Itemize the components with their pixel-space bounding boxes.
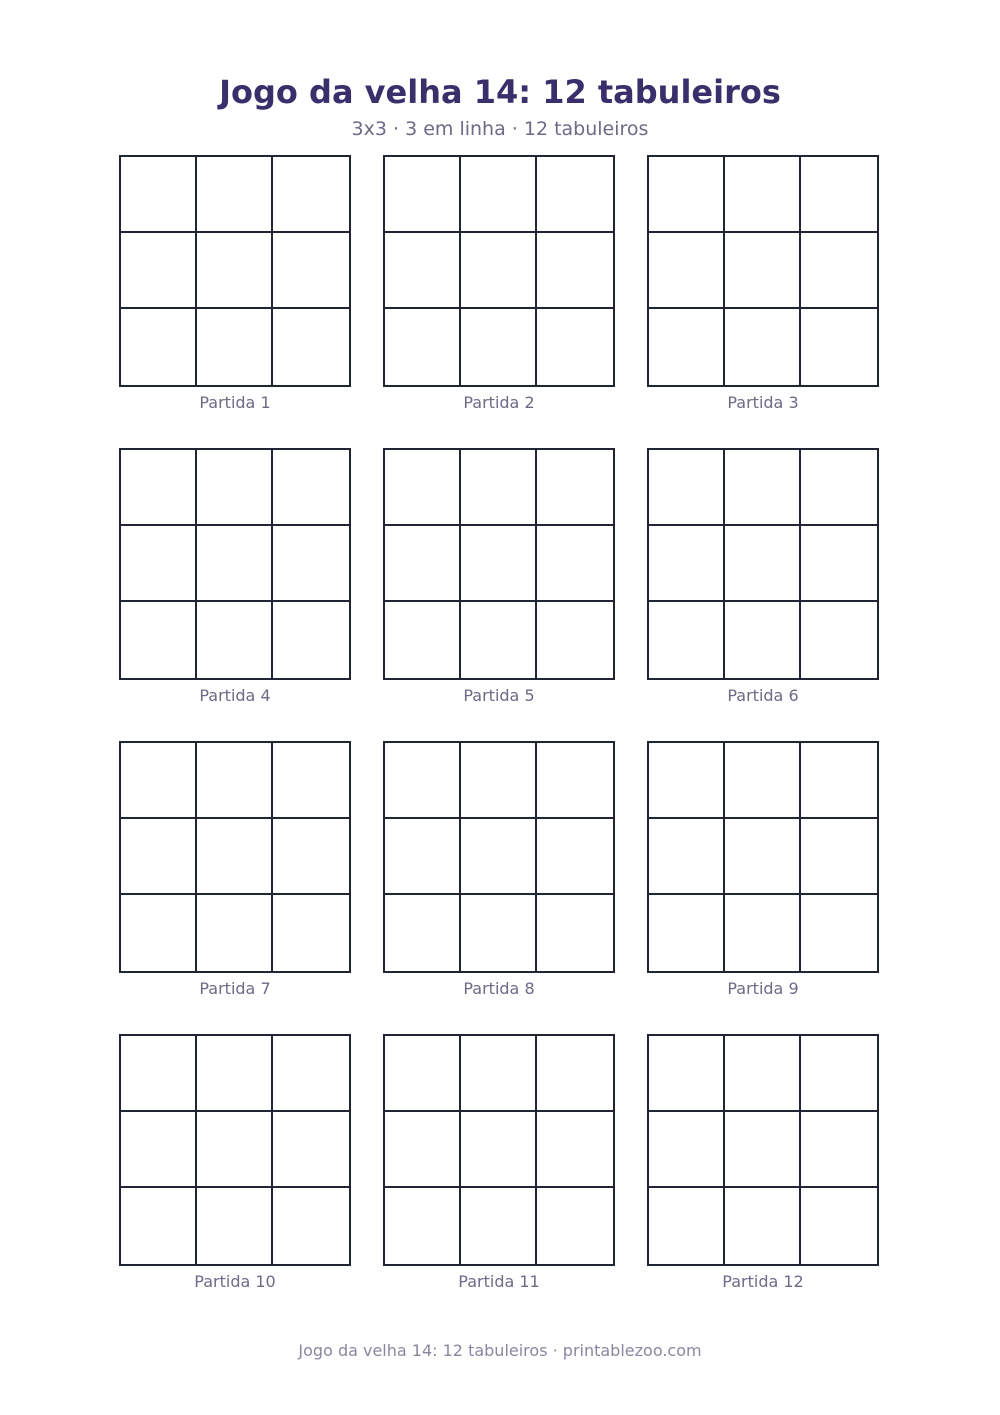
grid-cell	[537, 233, 613, 309]
grid-cell	[197, 1112, 273, 1188]
grid-cell	[725, 157, 801, 233]
grid-cell	[197, 743, 273, 819]
grid-cell	[537, 1036, 613, 1112]
grid-cell	[197, 157, 273, 233]
tic-tac-toe-grid	[647, 448, 879, 680]
tic-tac-toe-grid	[647, 1034, 879, 1266]
board-label: Partida 10	[194, 1272, 276, 1291]
grid-cell	[461, 309, 537, 385]
grid-cell	[121, 450, 197, 526]
tic-tac-toe-grid	[383, 1034, 615, 1266]
grid-cell	[649, 1188, 725, 1264]
grid-cell	[385, 157, 461, 233]
grid-cell	[273, 743, 349, 819]
grid-cell	[725, 526, 801, 602]
grid-cell	[801, 233, 877, 309]
grid-cell	[649, 895, 725, 971]
grid-cell	[649, 157, 725, 233]
board-label: Partida 6	[727, 686, 799, 705]
tic-tac-toe-grid	[383, 448, 615, 680]
grid-cell	[461, 450, 537, 526]
grid-cell	[197, 1188, 273, 1264]
grid-cell	[385, 1112, 461, 1188]
board-3	[647, 155, 879, 413]
grid-cell	[121, 895, 197, 971]
grid-cell	[121, 819, 197, 895]
grid-cell	[461, 895, 537, 971]
grid-cell	[385, 602, 461, 678]
grid-cell	[461, 1112, 537, 1188]
grid-cell	[461, 526, 537, 602]
board-label: Partida 12	[722, 1272, 804, 1291]
grid-cell	[725, 819, 801, 895]
grid-cell	[649, 450, 725, 526]
grid-cell	[273, 819, 349, 895]
grid-cell	[537, 1112, 613, 1188]
grid-cell	[121, 1112, 197, 1188]
grid-cell	[197, 602, 273, 678]
grid-cell	[385, 895, 461, 971]
board-label: Partida 9	[727, 979, 799, 998]
grid-cell	[537, 743, 613, 819]
grid-cell	[385, 1036, 461, 1112]
grid-cell	[121, 157, 197, 233]
grid-cell	[801, 895, 877, 971]
grid-cell	[121, 526, 197, 602]
board-9	[647, 741, 879, 999]
grid-cell	[801, 819, 877, 895]
grid-cell	[649, 1112, 725, 1188]
grid-cell	[537, 157, 613, 233]
grid-cell	[725, 1112, 801, 1188]
grid-cell	[649, 743, 725, 819]
grid-cell	[649, 233, 725, 309]
board-7	[119, 741, 351, 999]
board-11	[383, 1034, 615, 1292]
grid-cell	[725, 233, 801, 309]
grid-cell	[537, 450, 613, 526]
board-12	[647, 1034, 879, 1292]
board-label: Partida 4	[199, 686, 271, 705]
grid-cell	[121, 743, 197, 819]
grid-cell	[537, 819, 613, 895]
tic-tac-toe-grid	[647, 741, 879, 973]
grid-cell	[385, 1188, 461, 1264]
grid-cell	[273, 157, 349, 233]
tic-tac-toe-grid	[119, 448, 351, 680]
board-label: Partida 2	[463, 393, 535, 412]
grid-cell	[121, 309, 197, 385]
tic-tac-toe-grid	[383, 741, 615, 973]
grid-cell	[801, 450, 877, 526]
grid-cell	[461, 1036, 537, 1112]
grid-cell	[197, 450, 273, 526]
board-label: Partida 8	[463, 979, 535, 998]
grid-cell	[461, 743, 537, 819]
grid-cell	[801, 1036, 877, 1112]
grid-cell	[801, 526, 877, 602]
grid-cell	[385, 819, 461, 895]
grid-cell	[273, 1112, 349, 1188]
grid-cell	[121, 1188, 197, 1264]
grid-cell	[801, 1112, 877, 1188]
board-10	[119, 1034, 351, 1292]
grid-cell	[273, 602, 349, 678]
board-5	[383, 448, 615, 706]
board-8	[383, 741, 615, 999]
board-1	[119, 155, 351, 413]
grid-cell	[537, 526, 613, 602]
board-6	[647, 448, 879, 706]
grid-cell	[461, 233, 537, 309]
board-2	[383, 155, 615, 413]
grid-cell	[273, 450, 349, 526]
grid-cell	[801, 157, 877, 233]
grid-cell	[649, 819, 725, 895]
grid-cell	[273, 1036, 349, 1112]
grid-cell	[649, 526, 725, 602]
tic-tac-toe-grid	[647, 155, 879, 387]
grid-cell	[725, 743, 801, 819]
grid-cell	[725, 450, 801, 526]
grid-cell	[801, 602, 877, 678]
grid-cell	[537, 309, 613, 385]
grid-cell	[385, 309, 461, 385]
grid-cell	[649, 602, 725, 678]
grid-cell	[273, 309, 349, 385]
grid-cell	[461, 1188, 537, 1264]
grid-cell	[197, 819, 273, 895]
grid-cell	[725, 309, 801, 385]
grid-cell	[537, 895, 613, 971]
board-label: Partida 1	[199, 393, 271, 412]
board-label: Partida 11	[458, 1272, 540, 1291]
grid-cell	[197, 895, 273, 971]
board-4	[119, 448, 351, 706]
grid-cell	[121, 233, 197, 309]
grid-cell	[385, 233, 461, 309]
page-subtitle: 3x3 · 3 em linha · 12 tabuleiros	[351, 118, 649, 140]
grid-cell	[725, 602, 801, 678]
grid-cell	[197, 309, 273, 385]
page-footer: Jogo da velha 14: 12 tabuleiros · printablezoo.com	[298, 1341, 702, 1360]
grid-cell	[725, 1188, 801, 1264]
grid-cell	[121, 1036, 197, 1112]
grid-cell	[537, 602, 613, 678]
grid-cell	[197, 526, 273, 602]
board-label: Partida 5	[463, 686, 535, 705]
grid-cell	[537, 1188, 613, 1264]
grid-cell	[461, 819, 537, 895]
grid-cell	[273, 1188, 349, 1264]
grid-cell	[649, 309, 725, 385]
grid-cell	[197, 233, 273, 309]
grid-cell	[461, 157, 537, 233]
tic-tac-toe-grid	[383, 155, 615, 387]
page-title: Jogo da velha 14: 12 tabuleiros	[219, 73, 781, 111]
grid-cell	[649, 1036, 725, 1112]
grid-cell	[273, 526, 349, 602]
grid-cell	[273, 895, 349, 971]
grid-cell	[385, 743, 461, 819]
grid-cell	[121, 602, 197, 678]
grid-cell	[725, 895, 801, 971]
grid-cell	[273, 233, 349, 309]
tic-tac-toe-grid	[119, 155, 351, 387]
board-label: Partida 7	[199, 979, 271, 998]
tic-tac-toe-grid	[119, 741, 351, 973]
tic-tac-toe-grid	[119, 1034, 351, 1266]
grid-cell	[801, 743, 877, 819]
grid-cell	[801, 1188, 877, 1264]
board-label: Partida 3	[727, 393, 799, 412]
grid-cell	[461, 602, 537, 678]
grid-cell	[801, 309, 877, 385]
grid-cell	[385, 526, 461, 602]
grid-cell	[197, 1036, 273, 1112]
grid-cell	[725, 1036, 801, 1112]
grid-cell	[385, 450, 461, 526]
